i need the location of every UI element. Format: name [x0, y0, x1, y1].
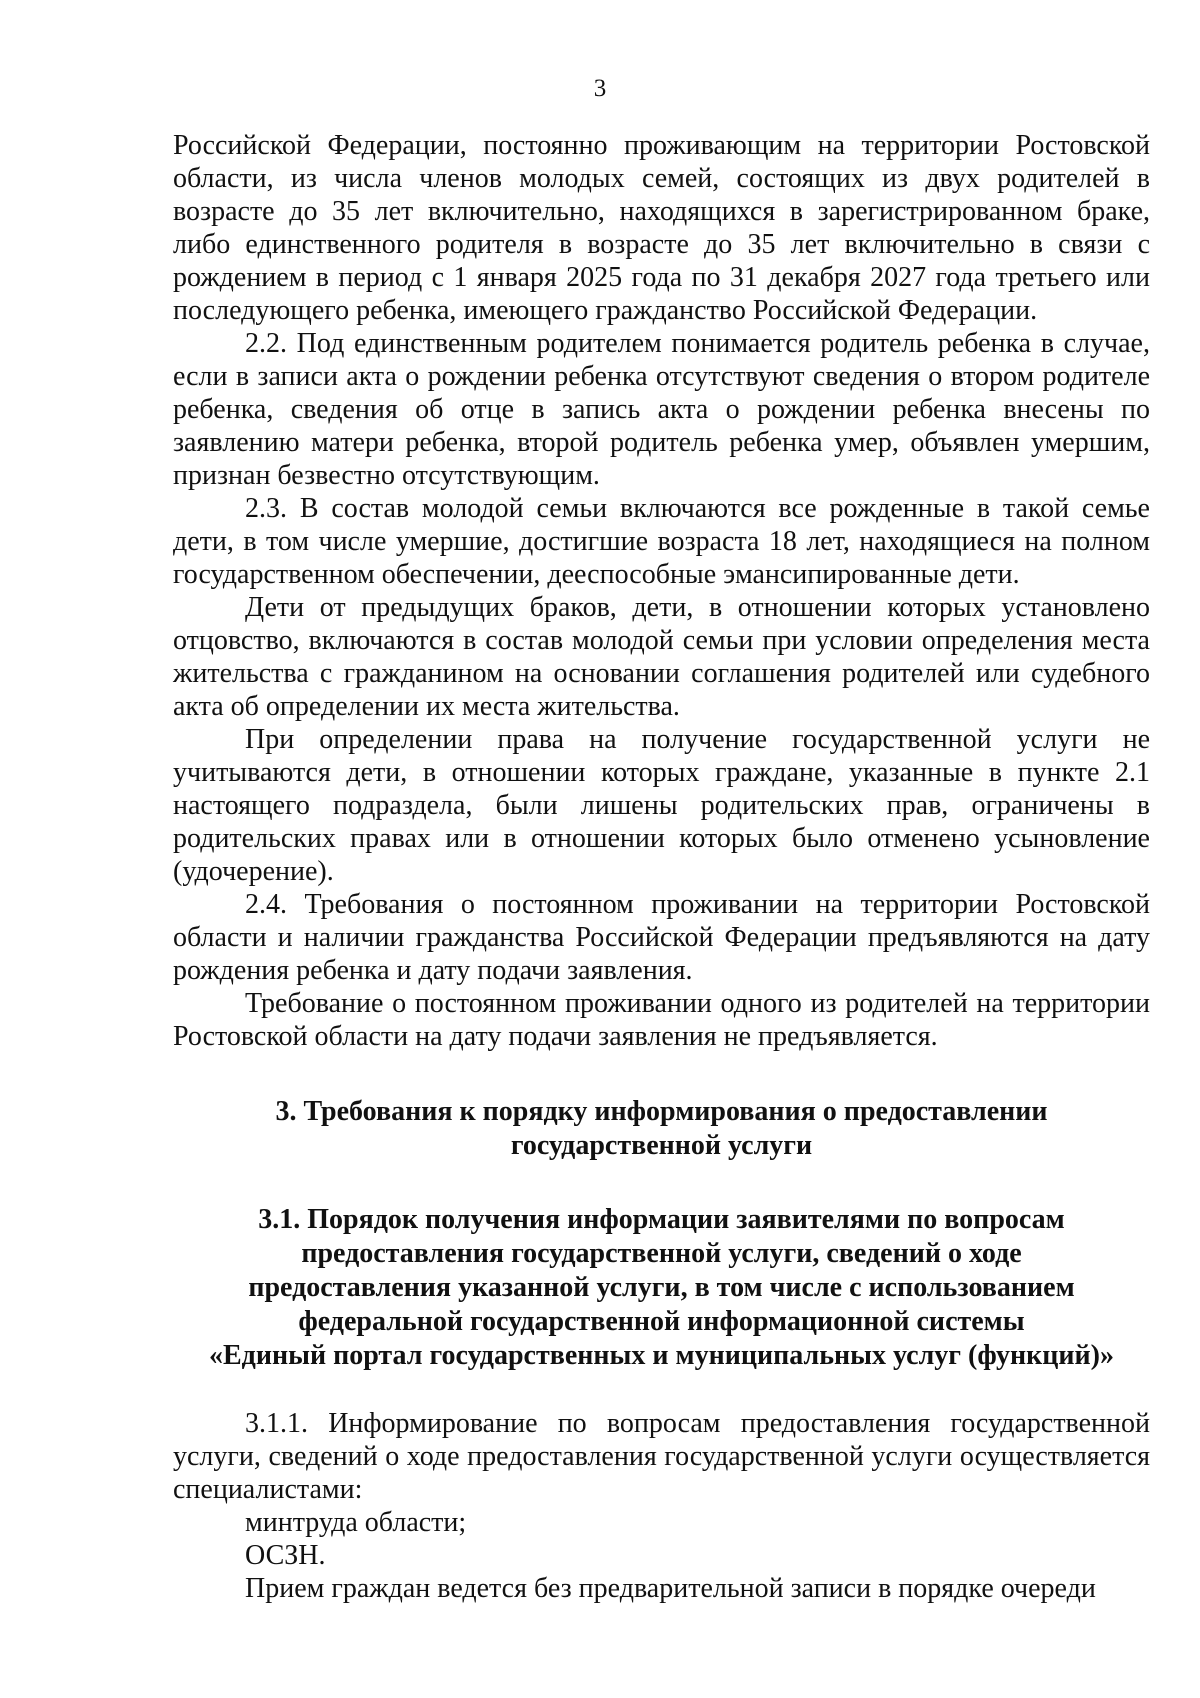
list-item-mintruda: минтруда области;: [245, 1507, 467, 1538]
paragraph-children-previous-marriages: Дети от предыдущих браков, дети, в отношении которых установлено отцовство, включаются в состав молодой семьи при условии определения места жительства с гражданином на основании соглашения родителей или судебного акта об определении их места жительства.: [173, 592, 1150, 722]
paragraph-2-3: 2.3. В состав молодой семьи включаются все рожденные в такой семье дети, в том числе умершие, достигшие возраста 18 лет, находящиеся на полном государственном обеспечении, дееспособные эмансипированные дети.: [173, 493, 1150, 590]
paragraph-2-4: 2.4. Требования о постоянном проживании на территории Ростовской области и наличии гражданства Российской Федерации предъявляются на дату рождения ребенка и дату подачи заявления.: [173, 889, 1150, 986]
paragraph-2-2: 2.2. Под единственным родителем понимается родитель ребенка в случае, если в записи акта о рождении ребенка отсутствуют сведения о втором родителе ребенка, сведения об отце в запись акта о рождении ребенка внесены по заявлению матери ребенка, второй родитель ребенка умер, объявлен умершим, признан безвестно отсутствующим.: [173, 328, 1150, 491]
list-item-oszn: ОСЗН.: [245, 1540, 326, 1571]
spacer: [173, 1373, 1150, 1407]
paragraph-residence-requirement: Требование о постоянном проживании одного из родителей на территории Ростовской области на дату подачи заявления не предъявляется.: [173, 988, 1150, 1052]
document-body: [173, 129, 1150, 1605]
paragraph-continuation: Российской Федерации, постоянно проживающим на территории Ростовской области, из числа членов молодых семей, состоящих из двух родителей в возрасте до 35 лет включительно, находящихся в зарегистрированном браке, либо единственного родителя в возрасте до 35 лет включительно в связи с рождением в период с 1 января 2025 года по 31 декабря 2027 года третьего или последующего ребенка, имеющего гражданство Российской Федерации.: [173, 130, 1150, 326]
paragraph-reception: Прием граждан ведется без предварительной записи в порядке очереди: [245, 1573, 1096, 1604]
subsection-3-1-heading-line: предоставления указанной услуги, в том числе с использованием: [248, 1272, 1075, 1303]
section-3-heading: [173, 1095, 1150, 1163]
section-3-heading-line: государственной услуги: [510, 1130, 813, 1161]
subsection-3-1-heading-line: «Единый портал государственных и муниципальных услуг (функций)»: [209, 1340, 1114, 1371]
spacer: [173, 1053, 1150, 1095]
paragraph-3-1-1: 3.1.1. Информирование по вопросам предоставления государственной услуги, сведений о ходе предоставления государственной услуги осуществляется специалистами:: [173, 1408, 1150, 1505]
spacer: [173, 1163, 1150, 1203]
subsection-3-1-heading-line: предоставления государственной услуги, сведений о ходе: [301, 1238, 1022, 1269]
page-number: 3: [593, 75, 607, 102]
section-3-heading-line: 3. Требования к порядку информирования о предоставлении: [275, 1096, 1048, 1127]
subsection-3-1-heading-line: 3.1. Порядок получения информации заявителями по вопросам: [258, 1204, 1065, 1235]
subsection-3-1-heading-line: федеральной государственной информационной системы: [298, 1306, 1025, 1337]
paragraph-children-not-counted: При определении права на получение государственной услуги не учитываются дети, в отношении которых граждане, указанные в пункте 2.1 настоящего подраздела, были лишены родительских прав, ограничены в родительских правах или в отношении которых было отменено усыновление (удочерение).: [173, 724, 1150, 887]
subsection-3-1-heading: [173, 1203, 1150, 1373]
